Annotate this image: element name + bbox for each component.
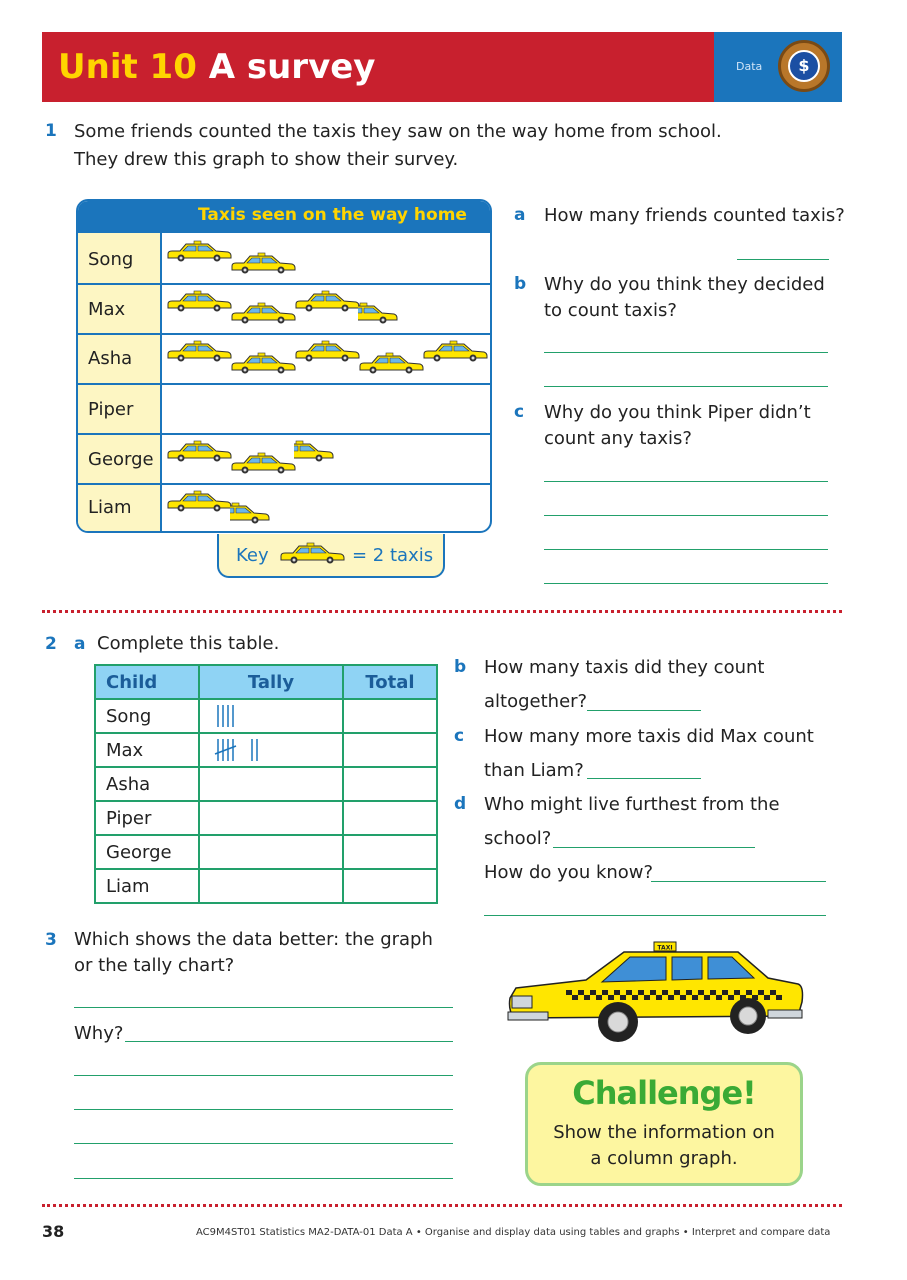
q1-intro-line2: They drew this graph to show their survey.: [74, 149, 459, 170]
header-total: Total: [343, 665, 437, 699]
child-name: Song: [95, 699, 199, 733]
page-title: [58, 44, 375, 90]
q2d-line3: How do you know?: [484, 862, 654, 883]
tally-marks: [210, 736, 266, 764]
q1b-answer-line[interactable]: [544, 386, 828, 387]
q1b-answer-line[interactable]: [544, 352, 828, 353]
taxi-icon: [166, 289, 232, 313]
table-row: [95, 767, 437, 801]
child-name: Piper: [95, 801, 199, 835]
q2d-answer-line[interactable]: [484, 915, 826, 916]
header-tally: Tally: [199, 665, 343, 699]
tally-cell[interactable]: [199, 801, 343, 835]
tally-cell[interactable]: [199, 869, 343, 903]
total-cell[interactable]: [343, 733, 437, 767]
q3-answer-line[interactable]: [74, 1075, 453, 1076]
section-divider: [42, 610, 842, 613]
taxi-illustration: [506, 940, 806, 1048]
q2a-text: Complete this table.: [97, 633, 280, 654]
q2d-answer-line[interactable]: [651, 881, 826, 882]
q1b-letter: b: [514, 274, 527, 294]
graph-row-name: Piper: [88, 399, 134, 420]
q2-number: 2: [45, 634, 57, 654]
half-taxi-icon: [358, 301, 398, 325]
graph-row-name: George: [88, 449, 154, 470]
q3-answer-line[interactable]: [125, 1041, 453, 1042]
q1c-line1: Why do you think Piper didn’t: [544, 402, 811, 423]
q3-answer-line[interactable]: [74, 1007, 453, 1008]
half-taxi-icon: [294, 439, 334, 463]
half-taxi-icon: [230, 501, 270, 525]
tally-marks: [210, 702, 244, 730]
table-row: [95, 699, 437, 733]
challenge-line1: Show the information on: [553, 1122, 775, 1143]
taxi-icon: [230, 251, 296, 275]
challenge-line2: a column graph.: [590, 1148, 738, 1169]
tally-cell[interactable]: [199, 767, 343, 801]
q2b-line1: How many taxis did they count: [484, 657, 765, 678]
child-name: George: [95, 835, 199, 869]
table-row: [95, 835, 437, 869]
q2b-letter: b: [454, 657, 467, 677]
pictograph: [76, 199, 492, 533]
table-row: [95, 801, 437, 835]
q2b-answer-line[interactable]: [587, 710, 701, 711]
q2c-line1: How many more taxis did Max count: [484, 726, 814, 747]
footer-divider: [42, 1204, 842, 1207]
graph-title: Taxis seen on the way home: [198, 205, 467, 225]
challenge-title: Challenge!: [572, 1074, 756, 1112]
child-name: Max: [95, 733, 199, 767]
q3-why: Why?: [74, 1023, 124, 1044]
q2b-line2: altogether?: [484, 691, 588, 712]
child-name: Liam: [95, 869, 199, 903]
header-child: Child: [95, 665, 199, 699]
taxi-icon: [358, 351, 424, 375]
taxi-icon: [422, 339, 488, 363]
q1c-line2: count any taxis?: [544, 428, 692, 449]
table-header-row: [95, 665, 437, 699]
page-number: 38: [42, 1222, 65, 1241]
q1c-answer-line[interactable]: [544, 515, 828, 516]
total-cell[interactable]: [343, 869, 437, 903]
q2d-line2: school?: [484, 828, 552, 849]
q1-intro-line1: Some friends counted the taxis they saw on the way home from school.: [74, 121, 722, 142]
graph-row-name: Asha: [88, 348, 133, 369]
total-cell[interactable]: [343, 801, 437, 835]
tally-cell[interactable]: [199, 699, 343, 733]
q2a-letter: a: [74, 634, 86, 654]
q2d-letter: d: [454, 794, 467, 814]
q1-number: 1: [45, 121, 57, 141]
child-name: Asha: [95, 767, 199, 801]
taxi-icon: [230, 451, 296, 475]
curriculum-footer: AC9M4ST01 Statistics MA2-DATA-01 Data A • Organise and display data using tables and graphs • Interpret and compare data: [196, 1227, 831, 1238]
taxi-icon: [294, 339, 360, 363]
table-row: [95, 869, 437, 903]
q3-line1: Which shows the data better: the graph: [74, 929, 433, 950]
q1c-answer-line[interactable]: [544, 481, 828, 482]
q1a-letter: a: [514, 205, 526, 225]
taxi-icon: [294, 289, 360, 313]
tally-table: [94, 664, 438, 904]
q1a-text: How many friends counted taxis?: [544, 205, 845, 226]
q1c-answer-line[interactable]: [544, 549, 828, 550]
taxi-symbols: [78, 201, 490, 531]
taxi-icon: [166, 339, 232, 363]
taxi-sign-text: TAXI: [657, 944, 673, 952]
dollar-icon: $: [788, 50, 820, 82]
unit-title: A survey: [208, 47, 376, 87]
q2c-answer-line[interactable]: [587, 778, 701, 779]
taxi-icon: [166, 239, 232, 263]
taxi-icon: [166, 439, 232, 463]
total-cell[interactable]: [343, 767, 437, 801]
graph-row-name: Max: [88, 299, 126, 320]
q1b-line2: to count taxis?: [544, 300, 677, 321]
taxi-icon: [230, 351, 296, 375]
table-row: [95, 733, 437, 767]
taxi-icon: [166, 489, 232, 513]
total-cell[interactable]: [343, 699, 437, 733]
taxi-icon: [279, 541, 345, 565]
q3-number: 3: [45, 930, 57, 950]
key-label: Key: [236, 545, 269, 566]
graph-row-name: Song: [88, 249, 134, 270]
q3-line2: or the tally chart?: [74, 955, 235, 976]
q3-answer-line[interactable]: [74, 1143, 453, 1144]
q1b-line1: Why do you think they decided: [544, 274, 825, 295]
challenge-text: [525, 1120, 803, 1172]
q3-answer-line[interactable]: [74, 1109, 453, 1110]
topic-label: Data: [736, 60, 763, 73]
q2d-line1: Who might live furthest from the: [484, 794, 780, 815]
taxi-icon: [230, 301, 296, 325]
graph-row-name: Liam: [88, 497, 132, 518]
q1a-answer-line[interactable]: [737, 259, 829, 260]
q2c-line2: than Liam?: [484, 760, 584, 781]
key-value: = 2 taxis: [352, 545, 434, 566]
tally-cell[interactable]: [199, 835, 343, 869]
q2c-letter: c: [454, 726, 465, 746]
q1c-answer-line[interactable]: [544, 583, 828, 584]
q1c-letter: c: [514, 402, 525, 422]
unit-number: Unit 10: [58, 47, 197, 87]
q3-answer-line[interactable]: [74, 1178, 453, 1179]
tally-cell[interactable]: [199, 733, 343, 767]
q2d-answer-line[interactable]: [553, 847, 755, 848]
total-cell[interactable]: [343, 835, 437, 869]
